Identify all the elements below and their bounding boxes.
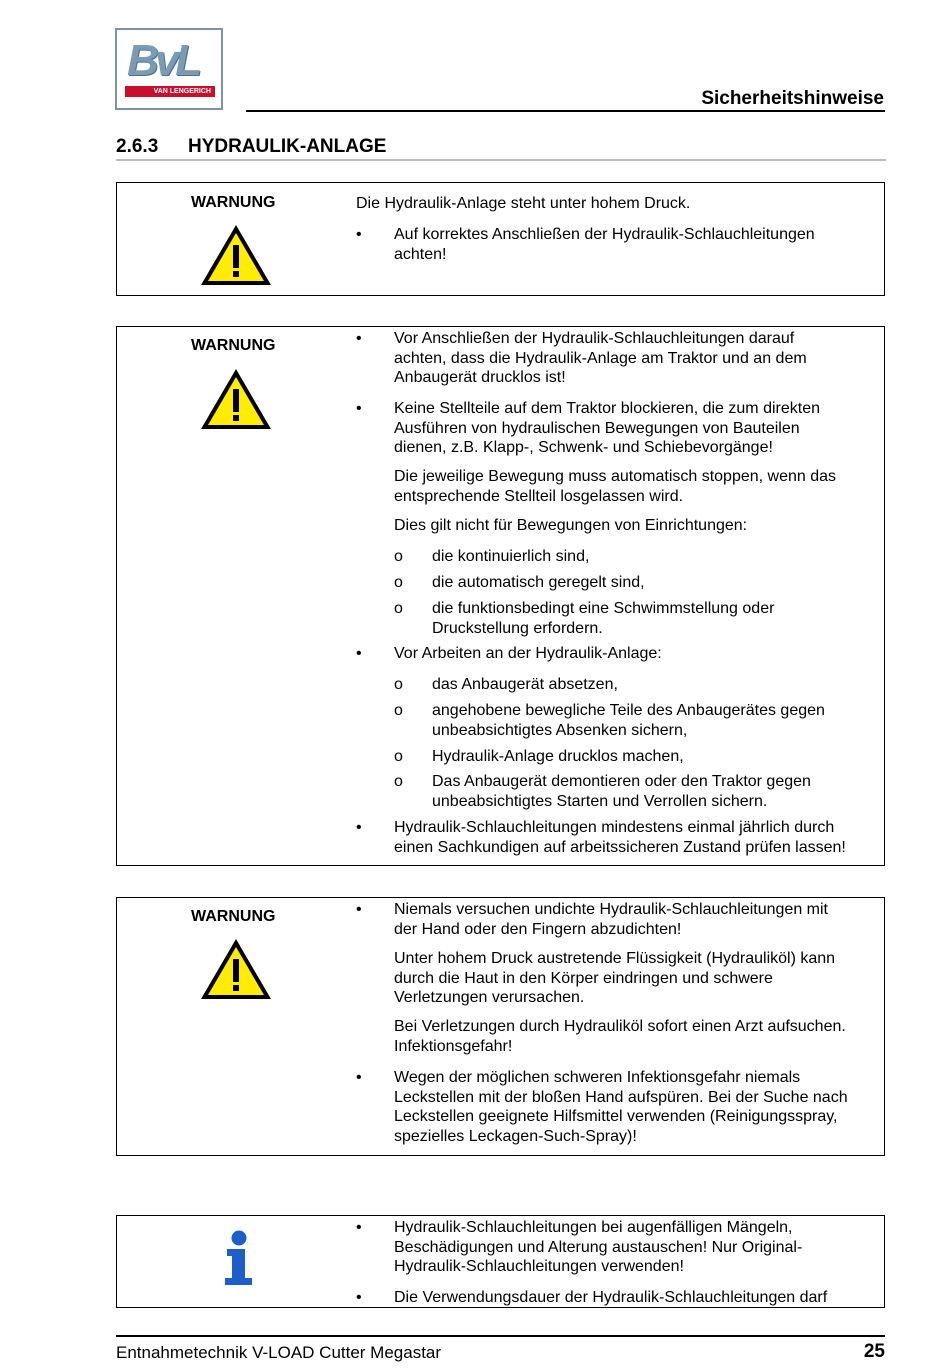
- warning-box-1: [116, 182, 885, 296]
- footer-divider: [116, 1335, 885, 1337]
- sub-bullet-text: Das Anbaugerät demontieren oder den Traktor gegen: [432, 773, 811, 790]
- bullet-text: Hydraulik-Schlauchleitungen mindestens einmal jährlich durch: [394, 819, 835, 836]
- sub-bullet-text: Druckstellung erfordern.: [432, 619, 603, 637]
- paragraph: Die jeweilige Bewegung muss automatisch stoppen, wenn das: [394, 468, 837, 485]
- page-number: 25: [863, 1341, 885, 1362]
- bullet-symbol: •: [356, 645, 362, 662]
- sub-bullet-text: unbeabsichtigtes Starten und Verrollen sichern.: [432, 792, 768, 810]
- bullet-text: der Hand oder den Fingern abzudichten!: [394, 920, 682, 938]
- bullet-text: Leckstellen mit der bloßen Hand aufspüren. Bei der Suche nach: [394, 1088, 848, 1106]
- bullet-text: Wegen der möglichen schweren Infektionsgefahr niemals: [394, 1069, 801, 1086]
- paragraph: Verletzungen verursachen.: [394, 989, 585, 1006]
- logo-subtext: VAN LENGERICH: [125, 86, 215, 97]
- warning-label: WARNUNG: [191, 194, 276, 211]
- footer-document-title: Entnahmetechnik V-LOAD Cutter Megastar: [116, 1343, 442, 1362]
- bullet-text: Vor Arbeiten an der Hydraulik-Anlage:: [394, 645, 662, 662]
- warning-box-2: [116, 326, 885, 866]
- sub-bullet-symbol: ο: [394, 702, 403, 719]
- sub-bullet-symbol: ο: [394, 748, 403, 765]
- warning-box-3: [116, 897, 885, 1156]
- section-heading: [116, 136, 386, 158]
- bullet-text: Die Verwendungsdauer der Hydraulik-Schlauchleitungen darf: [394, 1289, 828, 1306]
- bullet-text: Hydraulik-Schlauchleitungen bei augenfälligen Mängeln,: [394, 1219, 793, 1236]
- paragraph: Dies gilt nicht für Bewegungen von Einrichtungen:: [394, 517, 748, 534]
- bullet-symbol: •: [356, 400, 362, 417]
- warning-triangle-icon: [199, 937, 273, 1001]
- bullet-text: Anbaugerät drucklos ist!: [394, 369, 566, 386]
- bullet-symbol: •: [356, 226, 362, 243]
- warning-label: WARNUNG: [191, 908, 276, 925]
- paragraph: durch die Haut in den Körper eindringen und schwere: [394, 969, 773, 987]
- bullet-symbol: •: [356, 1069, 362, 1086]
- logo-mark: BvL: [127, 36, 199, 85]
- info-icon: [221, 1230, 253, 1286]
- sub-bullet-text: die funktionsbedingt eine Schwimmstellung oder: [432, 600, 775, 617]
- section-title: HYDRAULIK-ANLAGE: [188, 136, 387, 157]
- page-header-title: Sicherheitshinweise: [701, 88, 884, 109]
- bullet-text: Beschädigungen und Alterung austauschen! Nur Original-: [394, 1238, 803, 1256]
- sub-bullet-text: angehobene bewegliche Teile des Anbaugerätes gegen: [432, 702, 825, 719]
- bullet-text: Ausführen von hydraulischen Bewegungen von Bauteilen: [394, 419, 800, 437]
- section-number: 2.6.3: [116, 136, 159, 157]
- bullet-text: Hydraulik-Schlauchleitungen verwenden!: [394, 1258, 684, 1275]
- warning-label: WARNUNG: [191, 337, 276, 354]
- bullet-text: Leckstellen geeignete Hilfsmittel verwenden (Reinigungsspray,: [394, 1108, 838, 1125]
- info-box: [116, 1215, 885, 1308]
- warning-triangle-icon: [199, 367, 273, 431]
- paragraph: Die Hydraulik-Anlage steht unter hohem Druck.: [356, 195, 691, 212]
- sub-bullet-text: unbeabsichtigtes Absenken sichern,: [432, 721, 688, 739]
- bullet-symbol: •: [356, 330, 362, 347]
- bullet-symbol: •: [356, 1219, 362, 1236]
- paragraph: Unter hohem Druck austretende Flüssigkeit (Hydrauliköl) kann: [394, 950, 836, 967]
- bullet-text: Vor Anschließen der Hydraulik-Schlauchleitungen darauf: [394, 330, 795, 347]
- warning-triangle-icon: [199, 223, 273, 287]
- header-divider: [246, 110, 885, 112]
- bullet-symbol: •: [356, 901, 362, 918]
- bullet-symbol: •: [356, 1289, 362, 1306]
- bullet-text: Keine Stellteile auf dem Traktor blockieren, die zum direkten: [394, 400, 820, 417]
- bullet-text: spezielles Leckagen-Such-Spray)!: [394, 1127, 637, 1145]
- sub-bullet-symbol: ο: [394, 600, 403, 617]
- section-divider: [116, 159, 886, 161]
- bullet-symbol: •: [356, 819, 362, 836]
- bullet-text: achten!: [394, 245, 447, 263]
- sub-bullet-symbol: ο: [394, 548, 403, 565]
- company-logo: [115, 28, 223, 110]
- bullet-text: achten, dass die Hydraulik-Anlage am Traktor und an dem: [394, 349, 807, 367]
- sub-bullet-symbol: ο: [394, 676, 403, 693]
- bullet-text: Niemals versuchen undichte Hydraulik-Schlauchleitungen mit: [394, 901, 828, 918]
- paragraph: Bei Verletzungen durch Hydrauliköl sofort einen Arzt aufsuchen.: [394, 1018, 846, 1035]
- sub-bullet-symbol: ο: [394, 574, 403, 591]
- bullet-text: Auf korrektes Anschließen der Hydraulik-Schlauchleitungen: [394, 226, 815, 243]
- sub-bullet-text: das Anbaugerät absetzen,: [432, 676, 618, 693]
- sub-bullet-text: Hydraulik-Anlage drucklos machen,: [432, 748, 684, 765]
- sub-bullet-text: die kontinuierlich sind,: [432, 548, 590, 565]
- sub-bullet-symbol: ο: [394, 773, 403, 790]
- bullet-text: einen Sachkundigen auf arbeitssicheren Zustand prüfen lassen!: [394, 838, 846, 856]
- paragraph: Infektionsgefahr!: [394, 1037, 513, 1055]
- bullet-text: dienen, z.B. Klapp-, Schwenk- und Schiebevorgänge!: [394, 439, 773, 456]
- sub-bullet-text: die automatisch geregelt sind,: [432, 574, 645, 591]
- paragraph: entsprechende Stellteil losgelassen wird.: [394, 487, 684, 505]
